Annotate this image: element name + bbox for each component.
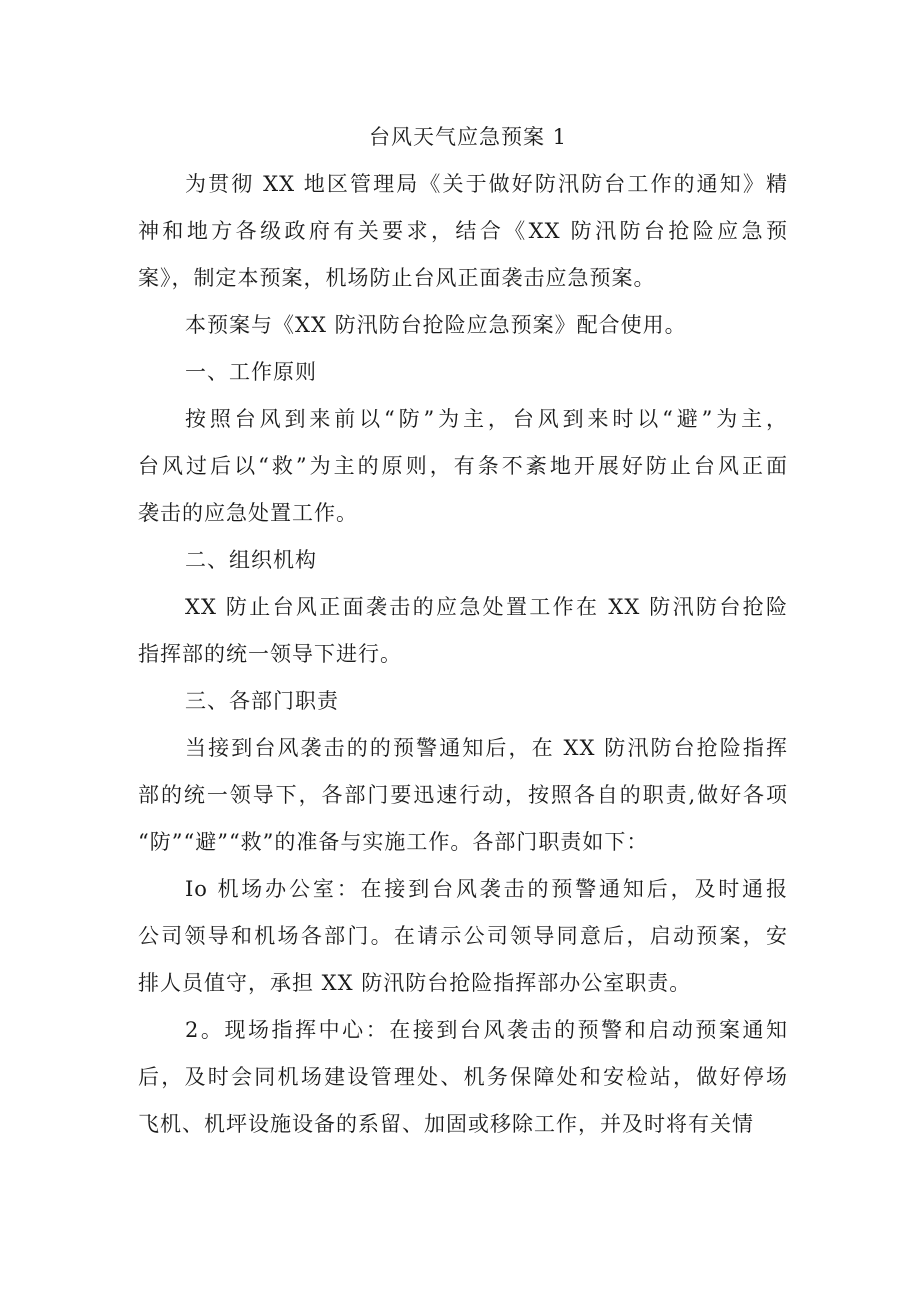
paragraph xyxy=(138,866,788,1007)
paragraph-line: Io 机场办公室：在接到台风袭击的预警通知后，及时通报 xyxy=(185,877,788,901)
paragraph-line: 按照台风到来前以“防”为主，台风到来时以“避”为主， xyxy=(185,407,788,431)
paragraph-line: 为贯彻 XX 地区管理局《关于做好防汛防台工作的通知》精 xyxy=(185,172,788,196)
paragraph-line: 后，及时会同机场建设管理处、机务保障处和安检站，做好停场 xyxy=(138,1065,788,1089)
paragraph xyxy=(138,302,788,349)
paragraph-line: 台风过后以“救”为主的原则，有条不紊地开展好防止台风正面 xyxy=(138,454,788,478)
paragraph xyxy=(138,1007,788,1148)
paragraph xyxy=(138,396,788,537)
document-title: 台风天气应急预案 1 xyxy=(368,125,568,149)
paragraph xyxy=(138,349,788,396)
paragraph xyxy=(138,725,788,866)
paragraph xyxy=(138,584,788,678)
paragraph-line: XX 防止台风正面袭击的应急处置工作在 XX 防汛防台抢险 xyxy=(185,595,788,619)
paragraph-line: “防”“避”“救”的准备与实施工作。各部门职责如下： xyxy=(138,830,649,854)
paragraph-line: 一、工作原则 xyxy=(185,360,317,384)
paragraph-line: 部的统一领导下，各部门要迅速行动，按照各自的职责,做好各项 xyxy=(138,783,788,807)
paragraph-line: 二、组织机构 xyxy=(185,548,317,572)
paragraph-line: 2。现场指挥中心：在接到台风袭击的预警和启动预案通知 xyxy=(185,1018,788,1042)
document-page xyxy=(138,114,788,1148)
paragraph-line: 当接到台风袭击的的预警通知后，在 XX 防汛防台抢险指挥 xyxy=(185,736,788,760)
paragraph-line: 三、各部门职责 xyxy=(185,689,339,713)
paragraph xyxy=(138,678,788,725)
paragraph-line: 指挥部的统一领导下进行。 xyxy=(138,642,402,666)
document-body xyxy=(138,161,788,1148)
paragraph-line: 飞机、机坪设施设备的系留、加固或移除工作，并及时将有关情 xyxy=(138,1112,754,1136)
paragraph-line: 公司领导和机场各部门。在请示公司领导同意后，启动预案，安 xyxy=(138,924,788,948)
paragraph-line: 本预案与《XX 防汛防台抢险应急预案》配合使用。 xyxy=(185,313,687,337)
paragraph xyxy=(138,161,788,302)
paragraph-line: 袭击的应急处置工作。 xyxy=(138,501,358,525)
paragraph-line: 排人员值守，承担 XX 防汛防台抢险指挥部办公室职责。 xyxy=(138,971,692,995)
paragraph xyxy=(138,537,788,584)
paragraph-line: 案》，制定本预案，机场防止台风正面袭击应急预案。 xyxy=(138,266,656,290)
paragraph-line: 神和地方各级政府有关要求，结合《XX 防汛防台抢险应急预 xyxy=(138,219,788,243)
